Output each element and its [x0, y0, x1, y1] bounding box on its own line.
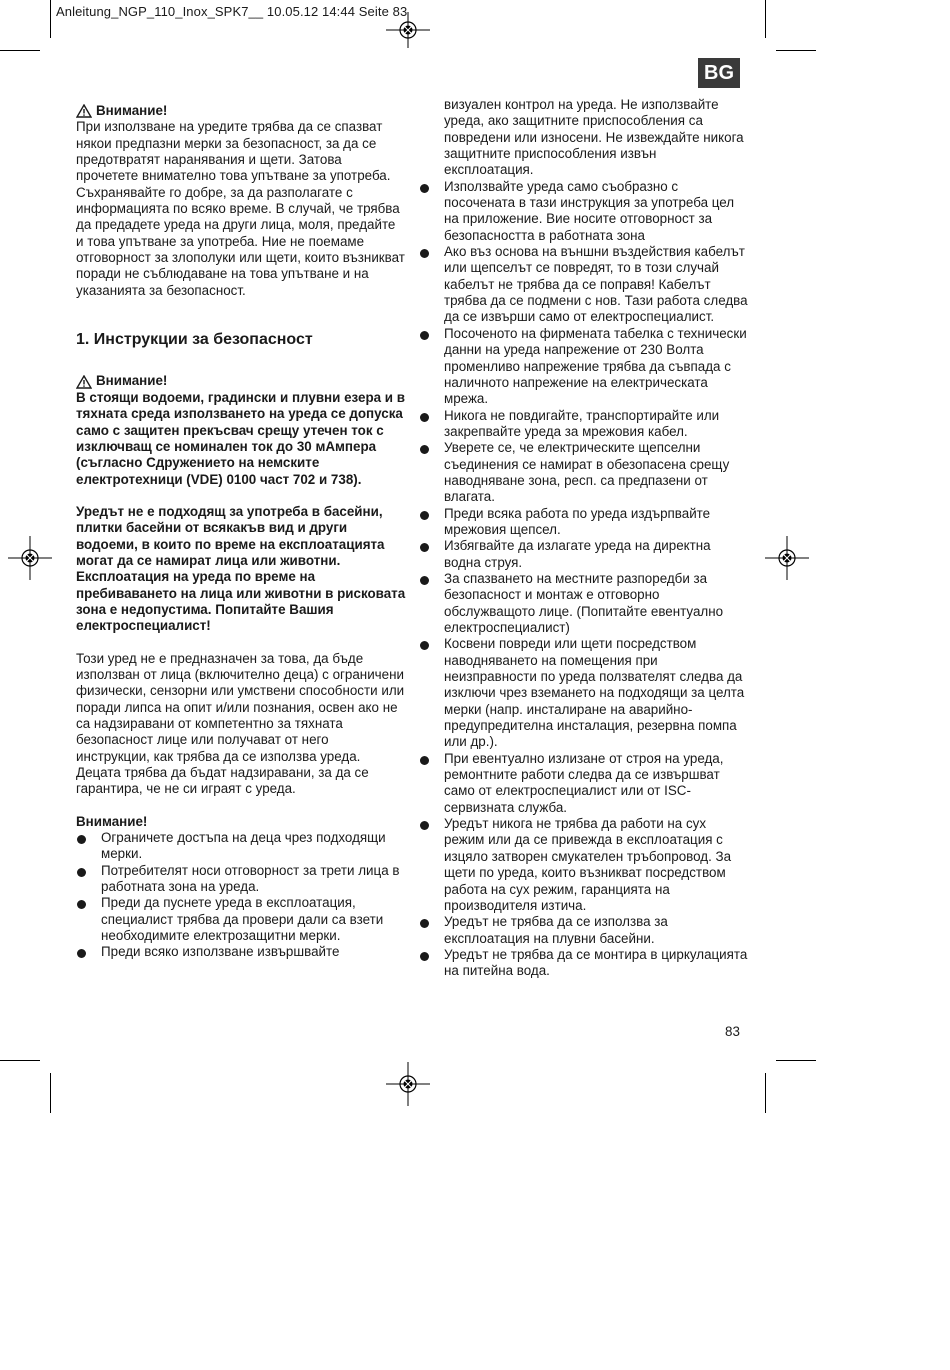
list-item [419, 440, 749, 505]
crop-mark-bottom-left-horizontal [0, 1060, 40, 1061]
list-item [419, 636, 749, 750]
bullet-icon [420, 445, 429, 454]
list-item [419, 571, 749, 636]
list-item [76, 863, 406, 896]
language-badge: BG [698, 58, 740, 88]
list-item [419, 538, 749, 571]
section-title: 1. Инструкции за безопасност [76, 331, 313, 349]
registration-mark-top-icon [386, 12, 430, 48]
bullet-icon [420, 184, 429, 193]
list-item-text: Уверете се, че електрическите щепселни съединения се намират в обезопасена срещу наводняване зона, респ. са предпазени от влагата. [444, 440, 730, 505]
bullet-icon [420, 821, 429, 830]
right-bullet-list [419, 179, 749, 980]
crop-mark-top-right-vertical [765, 0, 766, 38]
list-item-text: Преди да пуснете уреда в експлоатация, специалист трябва да провери дали са взети необходимите електрозащитни мерки. [101, 895, 384, 944]
list-item-text: Ако въз основа на външни въздействия кабелът или щепселът се повредят, то в този случай кабелът не трябва да се поправя! Кабелът трябва да се подмени с нов. Тази работа следва да се извърши само от електроспециалист. [444, 244, 748, 325]
list-item [419, 751, 749, 816]
crop-mark-bottom-right-vertical [765, 1073, 766, 1113]
bullet-icon [420, 919, 429, 928]
bullet-icon [77, 949, 86, 958]
pool-warning-paragraph: Уредът не е подходящ за употреба в басейни, плитки басейни от всякакъв вид и други водоеми, в които по време на експлоатацията могат да се намират лица или животни. Експлоатация на уреда по време на пребиваването на лица или животни в рисковата зона е недопустима. Попитайте Вашия електроспециалист! [76, 503, 406, 634]
bullet-icon [420, 543, 429, 552]
list-item-text: Преди всяка работа по уреда издърпвайте мрежовия щепсел. [444, 505, 711, 537]
list-item [76, 895, 406, 944]
bullet-icon [77, 868, 86, 877]
intro-paragraph: При използване на уредите трябва да се спазват някои предпазни мерки за безопасност, за да се предотвратят наранявания и щети. Затова прочетете внимателно това упътване за употреба. Съхранявайте го добре, за да разполагате с информацията по всяко време. В случай, че трябва да предадете уреда на други лица, моля, предайте и това упътване за употреба. Ние не поемаме отговорност за злополуки или щети, които възникват поради не съблюдаване на това упътване и на указанията за безопасност. [76, 119, 405, 298]
list-item-text: Преди всяко използване извършвайте [101, 944, 340, 960]
list-item-text: Уредът не трябва да се монтира в циркулацията на питейна вода. [444, 946, 748, 979]
list-item [419, 179, 749, 244]
warning-triangle-icon [76, 375, 92, 389]
registration-mark-bottom-icon [386, 1062, 430, 1106]
left-bullet-list [76, 830, 406, 961]
list-item-text: Уредът никога не трябва да работи на сух режим или да се привежда в експлоатация с изцяло затворен смукателен тръбопровод. За щети по уреда, които възникват посредством работа на сух режим, гаранцията на производителя изтича. [444, 816, 732, 913]
warning-heading-label: Внимание! [96, 373, 168, 389]
bullet-icon [420, 952, 429, 961]
crop-mark-top-left-vertical [50, 0, 51, 38]
bullet-icon [420, 413, 429, 422]
warning-heading [76, 103, 406, 119]
list-item-text: Използвайте уреда само съобразно с посочената в тази инструкция за употреба цел на приложение. Вие носите отговорност за безопасността в работната зона [444, 178, 735, 243]
continuation-paragraph: визуален контрол на уреда. Не използвайте уреда, ако защитните приспособления са повредени или износени. Не извеждайте никога защитните приспособления извън експлоатация. [444, 97, 744, 178]
crop-mark-bottom-right-horizontal [776, 1060, 816, 1061]
list-item-text: Избягвайте да излагате уреда на директна водна струя. [444, 538, 711, 570]
restricted-users-paragraph: Този уред не е предназначен за това, да бъде използван от лица (включително деца) с ограничени физически, сензорни или умствени способности или поради липса на опит и/или познания, освен ако не са надзиравани от компетентно за тяхната безопасност лице или получават от него инструкции, как трябва да се използва уреда. Децата трябва да бъдат надзиравани, за да се гарантира, че не си играят с уреда. [76, 650, 405, 797]
list-item-text: За спазването на местните разпоредби за безопасност и монтаж е отговорно обслужващото лице. (Попитайте евентуално електроспециалист) [444, 570, 724, 635]
warning-heading-label: Внимание! [76, 813, 148, 829]
list-item [419, 914, 749, 947]
right-column [419, 97, 749, 980]
list-item-text: Косвени повреди или щети посредством наводняването на помещения при неизправности по уреда ползвателят следва да изключи чрез вземането на подходящи за целта мерки (напр. инсталиране на аварийно-предупредителна инсталация, резервна помпа или др.). [444, 636, 745, 750]
list-item [419, 506, 749, 539]
list-item [419, 326, 749, 408]
list-item-text: Никога не повдигайте, транспортирайте или закрепвайте уреда за мрежовия кабел. [444, 407, 720, 439]
crop-mark-bottom-left-vertical [50, 1073, 51, 1113]
list-item [419, 816, 749, 914]
bullet-icon [420, 576, 429, 585]
bullet-icon [420, 511, 429, 520]
registration-mark-left-icon [8, 536, 52, 580]
page-number: 83 [725, 1024, 740, 1039]
list-item-text: Посоченото на фирмената табелка с технически данни на уреда напрежение от 230 Волта променливо напрежение трябва да съвпада с наличното напрежение на електрическата мрежа. [444, 325, 747, 407]
warning-heading-label: Внимание! [96, 103, 168, 118]
list-item-text: Ограничете достъпа на деца чрез подходящи мерки. [101, 830, 386, 862]
list-item-text: Потребителят носи отговорност за трети лица в работната зона на уреда. [101, 862, 400, 895]
crop-mark-top-left-horizontal [0, 50, 40, 51]
bullet-icon [77, 835, 86, 844]
bullet-icon [420, 756, 429, 765]
left-column [76, 103, 406, 961]
list-item [76, 830, 406, 863]
bullet-icon [420, 249, 429, 258]
crop-mark-top-right-horizontal [776, 50, 816, 51]
list-item [419, 947, 749, 980]
list-item-text: Уредът не трябва да се използва за експлоатация на плувни басейни. [444, 914, 668, 946]
list-item [419, 244, 749, 326]
bullet-icon [77, 900, 86, 909]
warning-triangle-icon [76, 104, 92, 118]
rcd-requirement-paragraph: В стоящи водоеми, градински и плувни езера и в тяхната среда използването на уреда се допуска само с защитен прекъсвач срещу утечен ток с изключващ се номинален ток до 30 мАмпера (съгласно Сдружението на немските електротехници (VDE) 0100 част 702 и 738). [76, 389, 405, 487]
registration-mark-right-icon [765, 536, 809, 580]
bullet-icon [420, 641, 429, 650]
list-item [76, 944, 406, 960]
list-item-text: При евентуално излизане от строя на уреда, ремонтните работи следва да се извършват само от електроспециалист или от ISC-сервизната служба. [444, 750, 724, 815]
bullet-icon [420, 331, 429, 340]
warning-heading [76, 373, 406, 389]
print-slug-header: Anleitung_NGP_110_Inox_SPK7__ 10.05.12 14:44 Seite 83 [56, 4, 408, 19]
list-item [419, 408, 749, 441]
